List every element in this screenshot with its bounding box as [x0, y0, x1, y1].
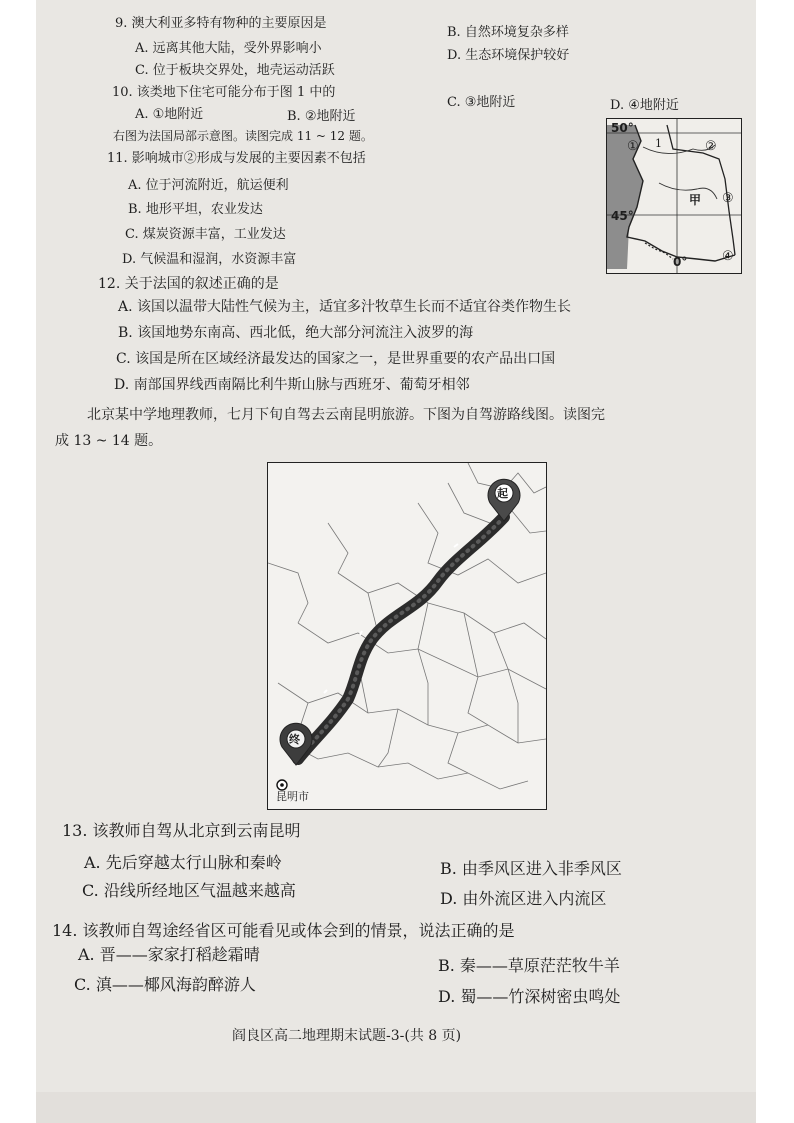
q12-option-c: C. 该国是所在区域经济最发达的国家之一，是世界重要的农产品出口国: [116, 351, 556, 367]
map1-label-jia: 甲: [689, 193, 702, 207]
q11-option-b: B. 地形平坦，农业发达: [128, 202, 263, 217]
kunming-city-label: 昆明市: [276, 790, 309, 803]
q14-option-c: C. 滇——椰风海韵醉游人: [74, 975, 256, 994]
route-map-drawing: [268, 463, 546, 809]
map1-label-2: ②: [705, 139, 717, 154]
map1-label-1: ①: [627, 139, 639, 154]
intro-13-14-line2: 成 13 ~ 14 题。: [55, 433, 163, 449]
q13-option-c: C. 沿线所经地区气温越来越高: [82, 881, 296, 900]
q10-option-b: B. ②地附近: [287, 109, 356, 124]
q13-option-d: D. 由外流区进入内流区: [440, 889, 607, 908]
map1-lat-50: 50°: [611, 121, 634, 135]
map1-label-3: ③: [722, 191, 734, 206]
q11-option-d: D. 气候温和湿润，水资源丰富: [122, 252, 297, 267]
q14-stem: 14. 该教师自驾途经省区可能看见或体会到的情景，说法正确的是: [52, 921, 515, 940]
q9-option-d: D. 生态环境保护较好: [447, 48, 570, 63]
route-start-label: 起: [497, 487, 508, 500]
q11-stem: 11. 影响城市②形成与发展的主要因素不包括: [107, 151, 366, 166]
q9-stem: 9. 澳大利亚多特有物种的主要原因是: [115, 16, 327, 31]
intro-11-12: 右图为法国局部示意图。读图完成 11 ~ 12 题。: [113, 129, 373, 143]
q9-option-a: A. 远离其他大陆，受外界影响小: [135, 41, 322, 56]
q9-option-b: B. 自然环境复杂多样: [447, 25, 569, 40]
paper-bottom-shadow: [36, 1092, 756, 1123]
q12-option-b: B. 该国地势东南高、西北低，绝大部分河流注入波罗的海: [118, 325, 474, 341]
route-end-label: 终: [289, 733, 300, 746]
france-map: [606, 118, 742, 274]
map1-label-small: 1: [655, 137, 662, 150]
q11-option-a: A. 位于河流附近，航运便利: [128, 178, 289, 193]
q13-option-b: B. 由季风区进入非季风区: [440, 859, 622, 878]
map1-lon-0: 0°: [673, 255, 688, 269]
q10-option-a: A. ①地附近: [135, 107, 204, 122]
map1-lat-45: 45°: [611, 209, 634, 223]
q10-stem: 10. 该类地下住宅可能分布于图 1 中的: [112, 85, 336, 100]
page-footer: 阎良区高二地理期末试题-3-(共 8 页): [232, 1028, 462, 1044]
intro-13-14-line1: 北京某中学地理教师，七月下旬自驾去云南昆明旅游。下图为自驾游路线图。读图完: [87, 407, 605, 423]
q10-option-d: D. ④地附近: [610, 98, 679, 113]
q10-option-c: C. ③地附近: [447, 95, 516, 110]
q12-option-d: D. 南部国界线西南隔比利牛斯山脉与西班牙、葡萄牙相邻: [114, 377, 470, 393]
q12-stem: 12. 关于法国的叙述正确的是: [98, 276, 279, 292]
map1-label-4: ④: [722, 249, 734, 264]
q13-option-a: A. 先后穿越太行山脉和秦岭: [84, 853, 282, 872]
q14-option-d: D. 蜀——竹深树密虫鸣处: [438, 987, 621, 1006]
q14-option-b: B. 秦——草原茫茫牧牛羊: [438, 956, 620, 975]
q12-option-a: A. 该国以温带大陆性气候为主，适宜多汁牧草生长而不适宜谷类作物生长: [118, 299, 572, 315]
q13-stem: 13. 该教师自驾从北京到云南昆明: [62, 821, 301, 840]
q11-option-c: C. 煤炭资源丰富，工业发达: [125, 227, 286, 242]
q14-option-a: A. 晋——家家打稻趁霜晴: [78, 945, 260, 964]
q9-option-c: C. 位于板块交界处，地壳运动活跃: [135, 63, 335, 78]
route-map: [267, 462, 547, 810]
